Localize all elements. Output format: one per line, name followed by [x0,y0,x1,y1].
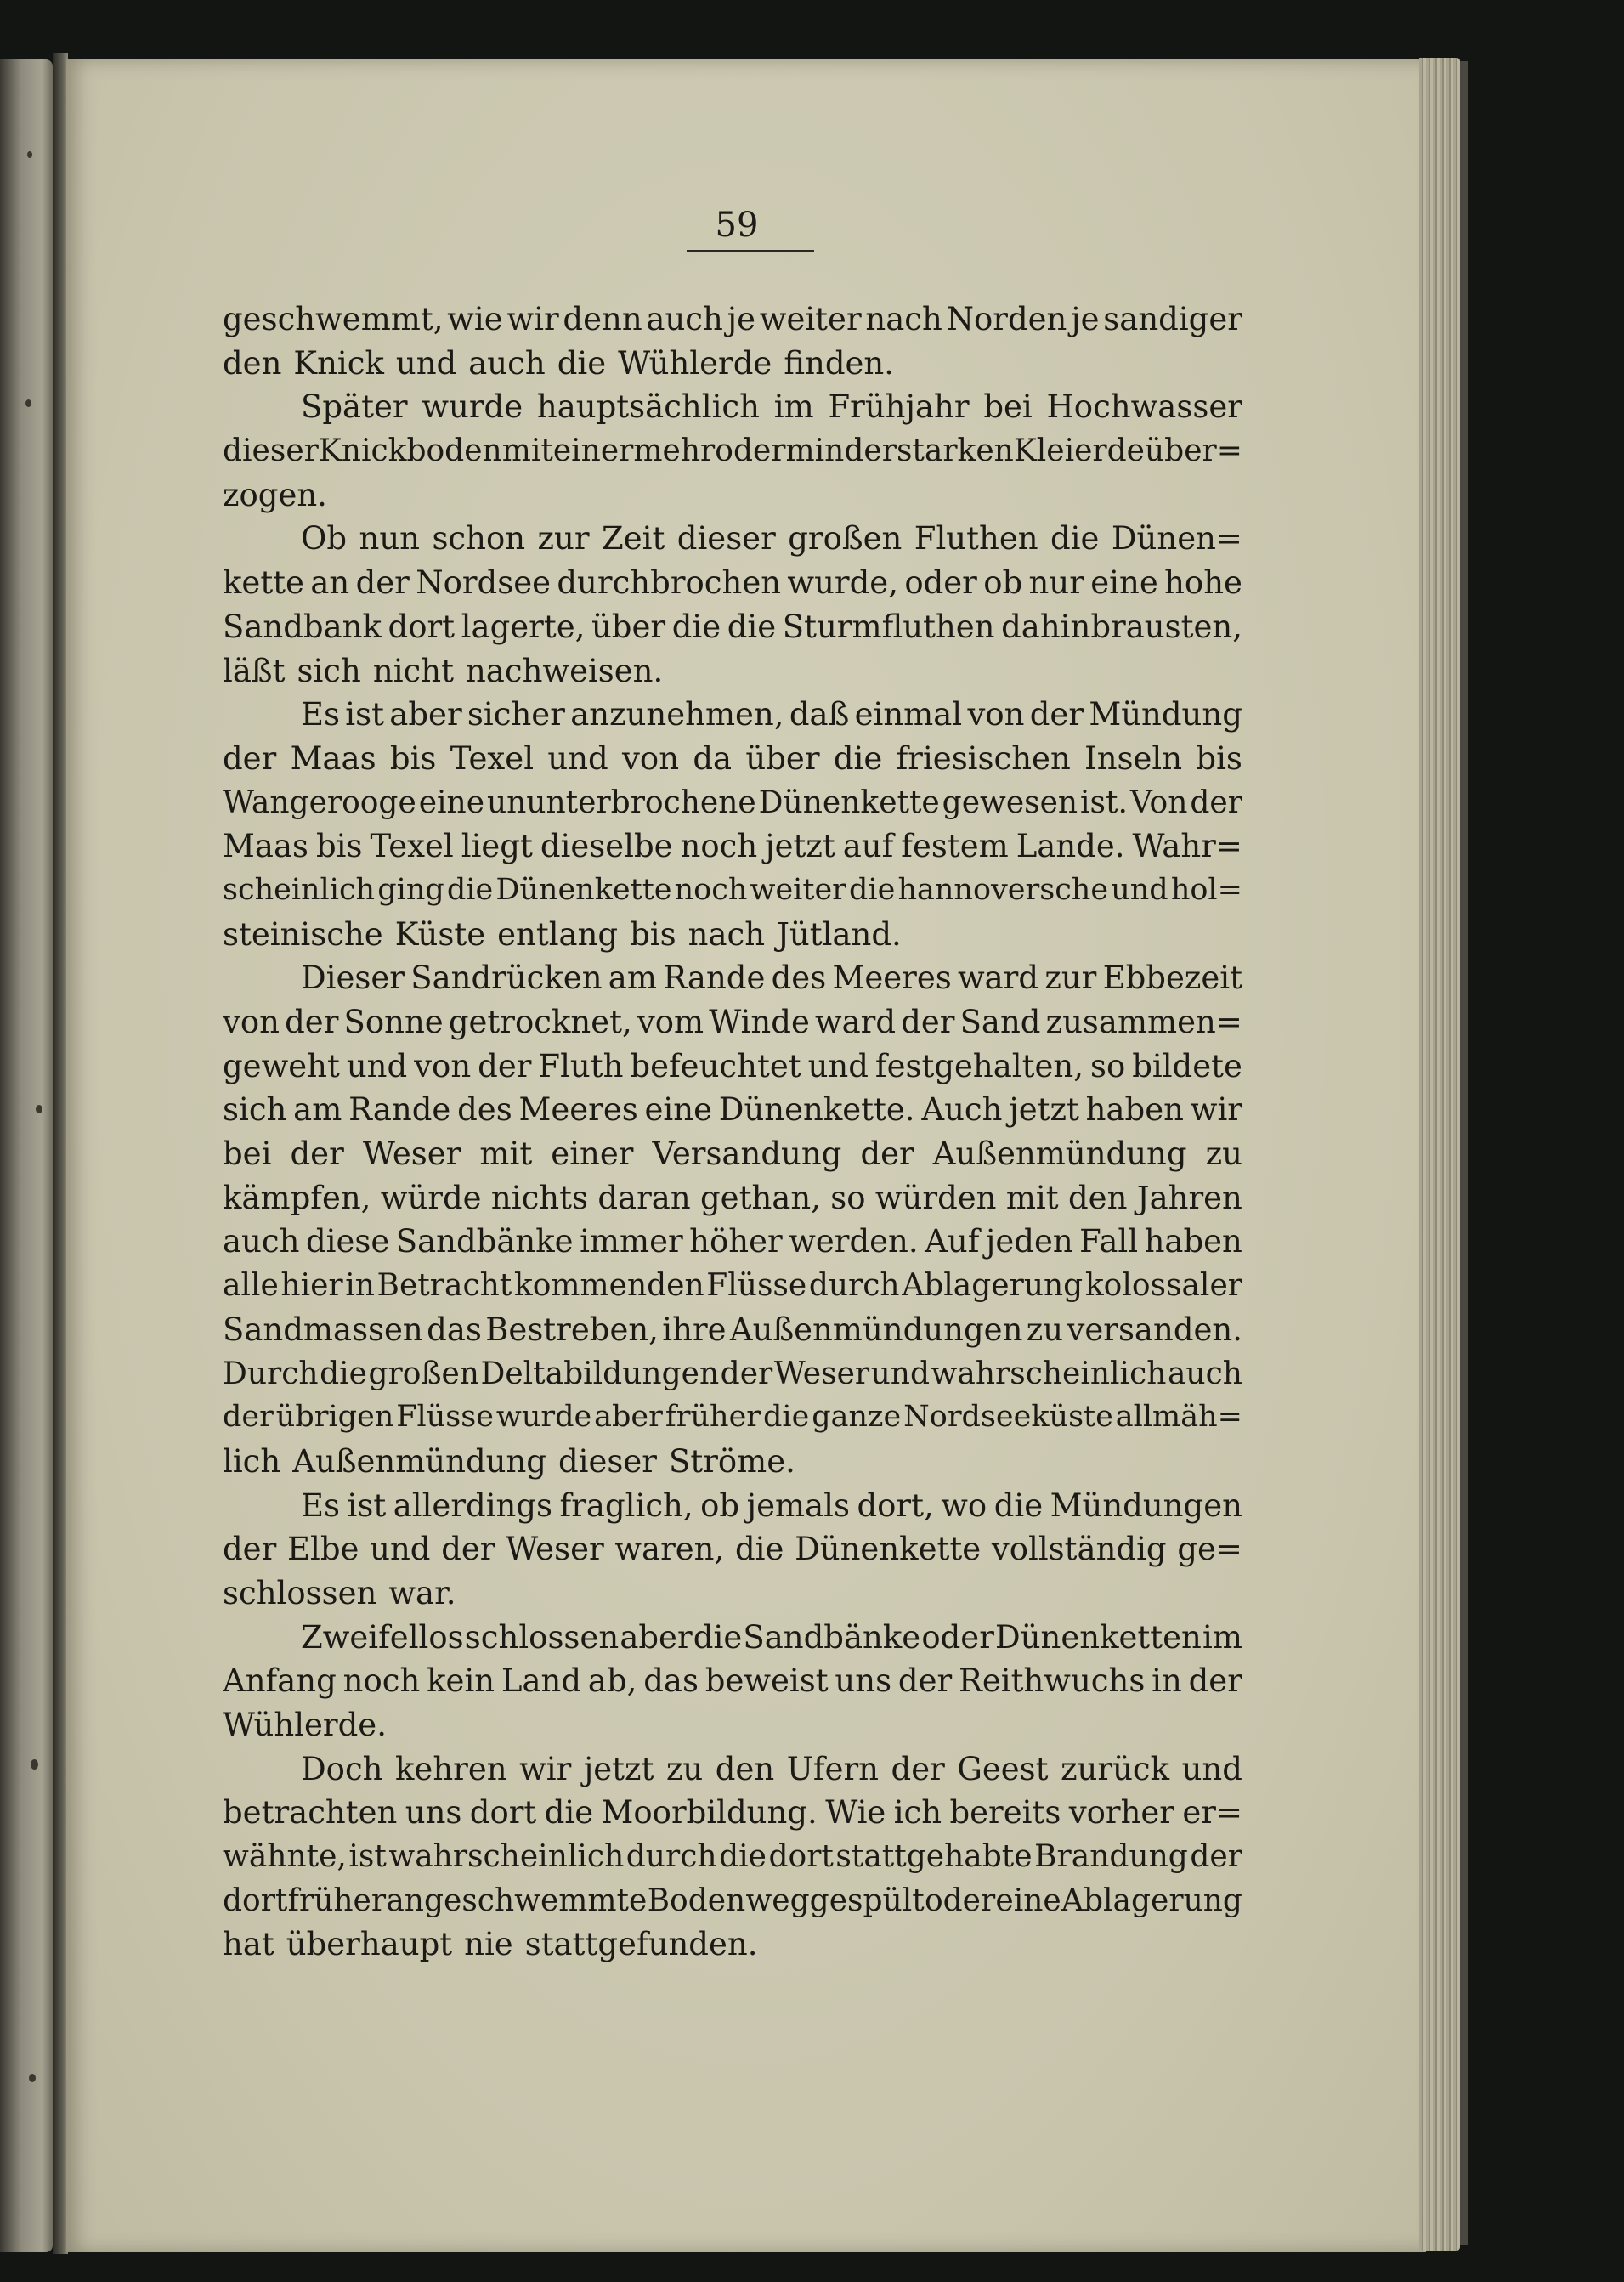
text-line: Zweifellos schlossen aber die Sandbänke oder Dünenketten im [301,1618,1242,1656]
paper-speck [27,151,32,158]
text-line: der Maas bis Texel und von da über die friesischen Inseln bis [223,739,1242,777]
text-line: Sandmassen das Bestreben, ihre Außenmündungen zu versanden. [223,1311,1242,1348]
text-line: Doch kehren wir jetzt zu den Ufern der Geest zurück und [301,1750,1242,1787]
page-number: 59 [715,206,759,245]
text-line: scheinlich ging die Dünenkette noch weiter die hannoversche und hol= [223,872,1242,907]
text-line: Es ist allerdings fraglich, ob jemals dort, wo die Mündungen [301,1486,1242,1524]
text-line: schlossen war. [223,1574,456,1611]
text-line: Wangerooge eine ununterbrochene Dünenkette gewesen ist. Von der [223,784,1242,820]
text-line: Anfang noch kein Land ab, das beweist uns der Reithwuchs in der [223,1662,1242,1700]
paper-speck [25,399,31,407]
text-line: zogen. [223,476,327,513]
text-line: auch diese Sandbänke immer höher werden. Auf jeden Fall haben [223,1223,1242,1260]
text-line: Später wurde hauptsächlich im Frühjahr bei Hochwasser [301,388,1242,426]
text-line: der übrigen Flüsse wurde aber früher die ganze Nordseeküste allmäh= [223,1400,1242,1435]
text-line: läßt sich nicht nachweisen. [223,652,664,689]
page-number-rule [687,250,814,252]
text-line: Dieser Sandrücken am Rande des Meeres ward zur Ebbezeit [301,960,1242,997]
page-stack-edge [1419,58,1460,2251]
paper-speck [31,1759,38,1770]
text-line: steinische Küste entlang bis nach Jütland. [223,915,902,953]
text-line: kette an der Nordsee durchbrochen wurde, oder ob nur eine hohe [223,564,1242,602]
page-stack-shadow [1460,61,1468,2245]
text-line: alle hier in Betracht kommenden Flüsse durch Ablagerung kolossaler [223,1268,1242,1304]
text-line: geschwemmt, wie wir denn auch je weiter nach Norden je sandiger [223,301,1242,337]
text-line: Ob nun schon zur Zeit dieser großen Fluthen die Dünen= [301,520,1242,558]
text-line: Es ist aber sicher anzunehmen, daß einmal von der Mündung [301,696,1242,733]
text-line: Maas bis Texel liegt dieselbe noch jetzt auf festem Lande. Wahr= [223,828,1242,865]
text-line: kämpfen, würde nichts daran gethan, so würden mit den Jahren [223,1179,1242,1216]
text-line: lich Außenmündung dieser Ströme. [223,1442,795,1480]
text-line: dort früher angeschwemmte Boden weggespült oder eine Ablagerung [223,1883,1242,1918]
text-line: geweht und von der Fluth befeuchtet und festgehalten, so bildete [223,1047,1242,1084]
text-line: der Elbe und der Weser waren, die Dünenkette vollständig ge= [223,1531,1242,1568]
previous-page-edge [0,59,53,2252]
paper-speck [36,1105,42,1113]
text-line: hat überhaupt nie stattgefunden. [223,1926,758,1963]
text-line: bei der Weser mit einer Versandung der Außenmündung zu [223,1135,1242,1173]
text-line: dieser Knickboden mit einer mehr oder minder starken Kleierde über= [223,433,1242,469]
text-line: Wühlerde. [223,1707,387,1743]
paper-speck [29,2074,36,2082]
text-line: wähnte, ist wahrscheinlich durch die dort stattgehabte Brandung der [223,1839,1242,1875]
text-line: betrachten uns dort die Moorbildung. Wie ich bereits vorher er= [223,1794,1242,1832]
text-line: den Knick und auch die Wühlerde finden. [223,344,894,382]
body-text [223,297,1242,1967]
text-line: Sandbank dort lagerte, über die die Sturmfluthen dahinbrausten, [223,608,1242,645]
text-line: von der Sonne getrocknet, vom Winde ward der Sand zusammen= [223,1004,1242,1040]
text-line: sich am Rande des Meeres eine Dünenkette. Auch jetzt haben wir [223,1091,1242,1129]
text-line: Durch die großen Deltabildungen der Weser und wahrscheinlich auch [223,1356,1242,1391]
